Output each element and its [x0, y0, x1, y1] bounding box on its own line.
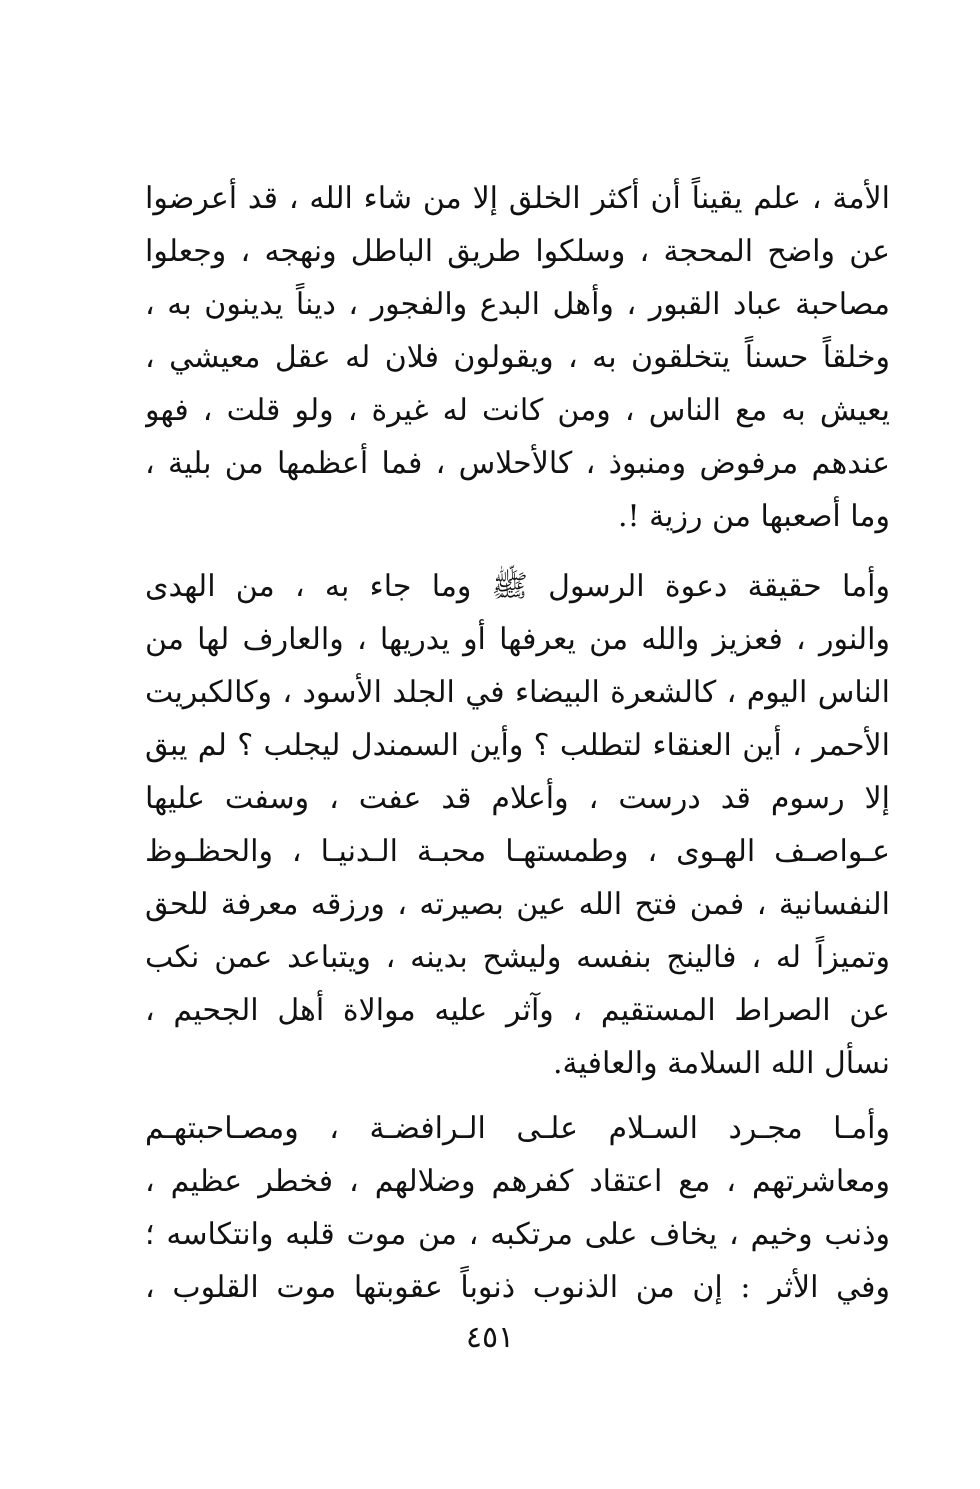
text-line: والنور ، فعزيز والله من يعرفها أو يدريها ، والعارف لها من	[145, 622, 890, 657]
text-line: عندهم مرفوض ومنبوذ ، كالأحلاس ، فما أعظمها من بلية ،	[145, 446, 890, 481]
text-line: وأما حقيقة دعوة الرسول ﷺ وما جاء به ، من الهدى	[145, 569, 890, 604]
paragraph-1	[145, 172, 890, 543]
text-line: وما أصعبها من رزية !.	[617, 499, 890, 534]
text-line: عن واضح المحجة ، وسلكوا طريق الباطل ونهجه ، وجعلوا	[145, 234, 890, 269]
text-line: وأمـا مجـرد السـلام علـى الـرافضـة ، ومصـاحبتهـم	[145, 1111, 890, 1146]
text-line: يعيش به مع الناس ، ومن كانت له غيرة ، ولو قلت ، فهو	[145, 393, 890, 428]
text-line: وتميزاً له ، فالينج بنفسه وليشح بدينه ، ويتباعد عمن نكب	[145, 940, 890, 975]
text-line: الأمة ، علم يقيناً أن أكثر الخلق إلا من شاء الله ، قد أعرضوا	[145, 181, 890, 216]
paragraph-2	[145, 560, 890, 1090]
text-line: ومعاشرتهم ، مع اعتقاد كفرهم وضلالهم ، فخطر عظيم ،	[145, 1164, 890, 1199]
text-line: عـواصـف الهـوى ، وطمستهـا محبـة الـدنيـا ، والحظـوظ	[145, 834, 890, 869]
text-line: مصاحبة عباد القبور ، وأهل البدع والفجور ، ديناً يدينون به ،	[145, 287, 890, 322]
text-line: إلا رسوم قد درست ، وأعلام قد عفت ، وسفت عليها	[145, 781, 890, 816]
paragraph-3	[145, 1102, 890, 1314]
text-line: وذنب وخيم ، يخاف على مرتكبه ، من موت قلبه وانتكاسه ؛	[145, 1217, 890, 1252]
text-line: نسأل الله السلامة والعافية.	[552, 1046, 890, 1081]
text-line: الأحمر ، أين العنقاء لتطلب ؟ وأين السمندل ليجلب ؟ لم يبق	[145, 728, 890, 763]
text-line: الناس اليوم ، كالشعرة البيضاء في الجلد الأسود ، وكالكبريت	[145, 675, 890, 710]
page-number: ٤٥١	[465, 1320, 515, 1355]
text-line: عن الصراط المستقيم ، وآثر عليه موالاة أهل الجحيم ،	[145, 993, 890, 1028]
text-line: وفي الأثر : إن من الذنوب ذنوباً عقوبتها موت القلوب ،	[145, 1270, 890, 1305]
text-line: النفسانية ، فمن فتح الله عين بصيرته ، ورزقه معرفة للحق	[145, 887, 890, 922]
text-line: وخلقاً حسناً يتخلقون به ، ويقولون فلان له عقل معيشي ،	[145, 340, 890, 375]
